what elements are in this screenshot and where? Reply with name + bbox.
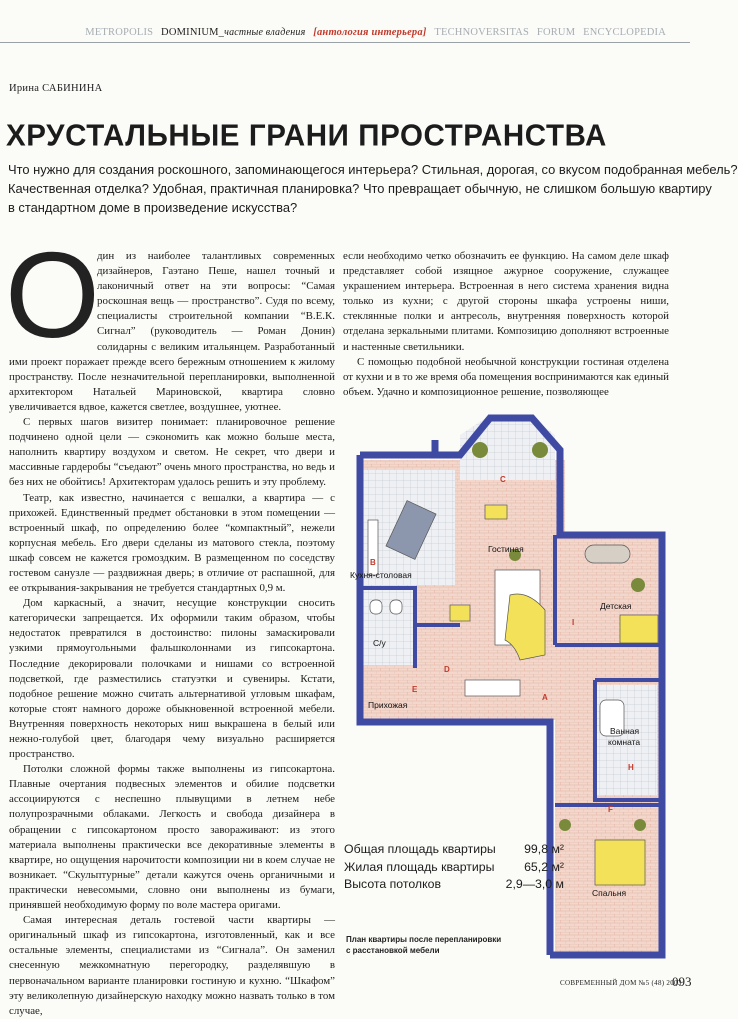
caption-line: План квартиры после перепланировки	[346, 935, 502, 944]
paragraph: С помощью подобной необычной конструкции гостиная отделена от кухни и в то же время оба помещения воспринимаются как единый объем. Удачно и композиционное решение, позволяющее	[343, 355, 669, 398]
article-lead	[8, 160, 738, 217]
paragraph: если необходимо четко обозначить ее функцию. На самом деле шкаф представляет собой изящное ажурное сооружение, служащее украшением интерьера. Встроенная в него система хранения видна только из кухни; с другой стороны шкафа устроены ниши, стеклянные полки и антресоль, внутренняя поверхность которой отделана зеркальными плитами. Композицию дополняют встроенные и настенные светильники.	[343, 250, 669, 353]
nav-technoversitas: TECHNOVERSITAS	[434, 27, 530, 38]
room-label-kids: Детская	[600, 601, 632, 611]
nav-metropolis: METROPOLIS	[85, 27, 154, 38]
stat-value: 65,2 м²	[524, 859, 564, 874]
plan-caption	[346, 935, 501, 956]
paragraph: Дом каркасный, а значит, несущие конструкции сносить категорически запрещается. Их оформили таким образом, чтобы недостаток превратился в достоинство: пилоны замаскировали узкими прямоугольными фальшколоннами из гипсокартона. Последние декорировали полочками и нишами со встроенной подсветкой, где разместились статуэтки и сувениры. Кстати, подобное решение можно считать альтернативой угловым шкафам, которые стоят намного дороже обыкновенной встроенной мебели. Внутренняя поверхность некоторых ниш выкрашена в белый или нежно-голубой цвет, благодаря чему визуально расширяется пространство.	[9, 597, 335, 761]
author-name: Ирина САБИНИНА	[9, 83, 103, 94]
nav-anthology: [антология интерьера]	[313, 27, 427, 38]
stat-value: 99,8 м²	[524, 842, 564, 856]
paragraph: дин из наиболее талантливых современных дизайнеров, Гаэтано Пеше, нашел точный и лаконичный ответ на эти вопросы: “Самая роскошная вещь — пространство”. Судя по всему, специалисты строительной компании “В.Е.К. Сигнал” (руководитель — Роман Донин) солидарны с великим итальянцем. Разработанный ими проект поражает прежде всего бережным отношением к жилому пространству. После незначительной перепланировки, выполненной архитектором Натальей Мариновской, квартира словно увеличивается вдвое, кажется светлее, воздушнее, уютнее.	[9, 250, 335, 413]
apartment-stats	[344, 841, 564, 894]
room-label-kitchen: Кухня-столовая	[350, 570, 412, 580]
page-number: 093	[672, 974, 692, 989]
section-navigation	[80, 27, 666, 38]
paragraph: Потолки сложной формы также выполнены из гипсокартона. Плавные очертания подвесных элементов и обилие подсветки ассоциируются с неспешно плывущими в летнем небе полупрозрачными облаками. Легкость и свобода дизайнера в обращении с гипсокартоном просто завораживают: из этого материала выполнены практически все декоративные элементы в квартире, но ощущения нарочитости композиции ни в коем случае не возникает. “Скульптурные” детали кажутся очень органичными и практически невесомыми, словно они выполнены из бумаги, принявшей необходимую форму по воле мастера оригами.	[9, 763, 335, 912]
nav-private: частные владения	[224, 27, 306, 38]
room-label-hall: Прихожая	[368, 700, 408, 710]
stats-row	[344, 859, 564, 877]
room-label-bath-2: комната	[608, 737, 641, 747]
stat-label: Жилая площадь квартиры	[344, 859, 495, 874]
stats-row	[344, 841, 564, 859]
svg-text:C: C	[500, 475, 506, 484]
nav-forum: FORUM	[536, 27, 576, 38]
stat-label: Высота потолков	[344, 877, 441, 891]
article-title: ХРУСТАЛЬНЫЕ ГРАНИ ПРОСТРАНСТВА	[6, 118, 607, 153]
caption-line: с расстановкой мебели	[346, 945, 440, 955]
stats-row	[344, 876, 564, 894]
header-rule	[0, 42, 690, 43]
nav-dominium: DOMINIUM_	[161, 27, 225, 38]
svg-text:H: H	[628, 763, 634, 772]
drop-cap: О	[5, 227, 94, 363]
room-label-bedroom: Спальня	[592, 888, 627, 898]
stat-label: Общая площадь квартиры	[344, 842, 496, 856]
svg-text:B: B	[370, 558, 376, 567]
lead-line: Что нужно для создания роскошного, запоминающегося интерьера? Стильная, дорогая, со вкусом подобранная мебель?	[8, 162, 738, 177]
magazine-footer: СОВРЕМЕННЫЙ ДОМ №5 (48) 2003	[560, 979, 682, 987]
paragraph: С первых шагов визитер понимает: планировочное решение подчинено одной цели — сэкономить как можно больше места, наполнить квартиру воздухом и светом. Не секрет, что двери и массивные гардеробы “съедают” очень много пространства, но ведь и без них не обойтись! Архитекторам удалось решить и эту проблему.	[9, 416, 335, 489]
paragraph: Самая интересная деталь гостевой части квартиры — оригинальный шкаф из гипсокартона, изготовленный, как и все остальные элементы, специалистами из “Сигнала”. Он заменил снесенную межкомнатную перегородку, разделявшую в первоначальном варианте планировки гостиную и кухню. “Шкафом” эту великолепную дизайнерскую находку можно назвать только в том случае,	[9, 914, 335, 1017]
lead-line: в стандартном доме в произведение искусства?	[8, 200, 298, 215]
stat-value: 2,9—3,0 м	[505, 877, 564, 891]
paragraph: Театр, как известно, начинается с вешалки, а квартира — с прихожей. Единственный предмет обстановки в этом помещении — встроенный шкаф, по определению более “компактный”, нежели корпусная мебель. Его двери сделаны из матового стекла, поэтому шкаф совсем не кажется громоздким. В размещенном по соседству гостевом санузле — раздвижная дверь; в отличие от распашной, для ее открывания-закрывания не требуется стандартных 0,9 м.	[9, 491, 335, 595]
room-label-bath: Ванная	[610, 726, 640, 736]
text-column-left	[5, 227, 335, 1017]
room-label-wc: С/у	[373, 638, 386, 648]
text-column-right	[343, 249, 669, 398]
svg-text:E: E	[412, 685, 418, 694]
svg-text:D: D	[444, 665, 450, 674]
svg-text:F: F	[608, 805, 613, 814]
svg-text:A: A	[542, 693, 548, 702]
room-label-living: Гостиная	[488, 544, 524, 554]
nav-encyclopedia: ENCYCLOPEDIA	[583, 27, 666, 38]
lead-line: Качественная отделка? Удобная, практичная планировка? Что превращает обычную, не слишком большую квартиру	[8, 181, 712, 196]
svg-text:I: I	[572, 618, 575, 627]
